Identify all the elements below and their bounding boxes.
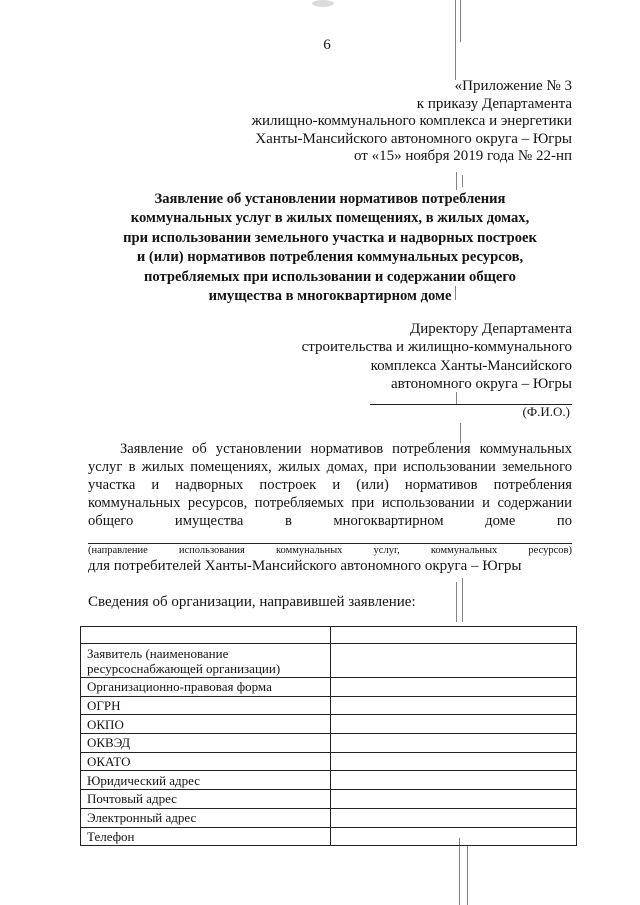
document-title <box>88 190 572 306</box>
scan-smudge <box>312 0 334 7</box>
page-number: 6 <box>323 37 331 53</box>
table-row <box>81 715 577 734</box>
addressee-line: комплекса Ханты-Мансийского <box>370 357 572 374</box>
table-label: Юридический адрес <box>87 772 201 788</box>
scan-artifact-line <box>456 172 457 190</box>
table-value-cell <box>331 790 577 809</box>
scan-artifact-line <box>462 175 463 187</box>
scan-artifact-line <box>456 392 457 404</box>
direction-caption: (направление использования коммунальных услуг, коммунальных ресурсов) <box>88 545 572 556</box>
appendix-line: к приказу Департамента <box>416 95 572 112</box>
addressee-line: автономного округа – Югры <box>390 375 572 392</box>
table-value-cell <box>331 627 577 644</box>
paragraph-line: услуг в жилых помещениях, жилых домах, при использовании земельного <box>88 459 572 475</box>
paragraph-line: коммунальных ресурсов, потребляемых при использовании и содержании <box>88 495 572 511</box>
scan-artifact-line <box>459 838 460 905</box>
table-label-cell <box>81 678 331 697</box>
table-row <box>81 644 577 678</box>
table-label-cell <box>81 696 331 715</box>
table-value-cell <box>331 752 577 771</box>
table-label: Почтовый адрес <box>87 791 177 807</box>
title-line: потребляемых при использовании и содержании общего <box>144 268 516 285</box>
title-line: имущества в многоквартирном доме <box>208 288 452 305</box>
table-row <box>81 827 577 846</box>
table-label: Организационно-правовая форма <box>87 679 272 695</box>
org-info-heading: Сведения об организации, направившей заявление: <box>88 594 416 610</box>
table-value-cell <box>331 771 577 790</box>
table-label-cell <box>81 790 331 809</box>
direction-underline <box>88 543 572 544</box>
title-line: при использовании земельного участка и надворных построек <box>123 229 537 246</box>
table-row <box>81 696 577 715</box>
table-label: Заявитель (наименование ресурсоснабжающей организации) <box>87 645 281 676</box>
title-line: и (или) нормативов потребления коммунальных ресурсов, <box>136 249 524 266</box>
table-label-cell <box>81 752 331 771</box>
title-line: коммунальных услуг в жилых помещениях, в жилых домах, <box>130 210 530 227</box>
table-label-cell <box>81 808 331 827</box>
table-label: Электронный адрес <box>87 810 197 826</box>
addressee-line: строительства и жилищно-коммунального <box>301 339 572 356</box>
appendix-line: «Приложение № 3 <box>454 78 572 94</box>
scan-artifact-line <box>467 845 468 905</box>
table-value-cell <box>331 827 577 846</box>
table-value-cell <box>331 678 577 697</box>
appendix-block <box>252 78 572 166</box>
table-label: ОКПО <box>87 716 124 732</box>
table-label: Телефон <box>87 828 135 844</box>
scan-artifact-line <box>455 0 456 80</box>
table-row <box>81 771 577 790</box>
table-value-cell <box>331 734 577 753</box>
appendix-line: жилищно-коммунального комплекса и энергетики <box>251 113 572 129</box>
addressee-block <box>302 320 572 393</box>
table-value-cell <box>331 696 577 715</box>
table-label: ОГРН <box>87 698 121 714</box>
table-value-cell <box>331 715 577 734</box>
table-row <box>81 627 577 644</box>
title-line: Заявление об установлении нормативов потребления <box>154 191 506 207</box>
fio-caption: (Ф.И.О.) <box>522 404 570 419</box>
table-row <box>81 808 577 827</box>
table-row <box>81 790 577 809</box>
scan-artifact-line <box>456 582 457 622</box>
scan-artifact-line <box>460 0 461 42</box>
org-info-table <box>80 626 577 846</box>
application-paragraph <box>88 440 572 530</box>
paragraph-line: участка и надворных построек и (или) нормативов потребления <box>88 477 572 493</box>
table-row <box>81 678 577 697</box>
table-label-cell <box>81 771 331 790</box>
table-row <box>81 734 577 753</box>
table-label-cell <box>81 627 331 644</box>
appendix-line: Ханты-Мансийского автономного округа – Югры <box>255 130 572 147</box>
table-value-cell <box>331 644 577 678</box>
table-label-cell <box>81 644 331 678</box>
table-label-cell <box>81 715 331 734</box>
paragraph-line: общего имущества в многоквартирном доме по <box>88 513 572 529</box>
consumers-line: для потребителей Ханты-Мансийского автономного округа – Югры <box>88 558 522 574</box>
addressee-line: Директору Департамента <box>410 321 572 337</box>
table-label-cell <box>81 734 331 753</box>
scan-artifact-line <box>462 578 463 622</box>
table-value-cell <box>331 808 577 827</box>
table-row <box>81 752 577 771</box>
appendix-line: от «15» ноября 2019 года № 22-нп <box>353 148 572 164</box>
table-label: ОКАТО <box>87 754 131 770</box>
paragraph-line: Заявление об установлении нормативов потребления коммунальных <box>120 441 572 457</box>
table-label-cell <box>81 827 331 846</box>
table-label: ОКВЭД <box>87 735 131 751</box>
